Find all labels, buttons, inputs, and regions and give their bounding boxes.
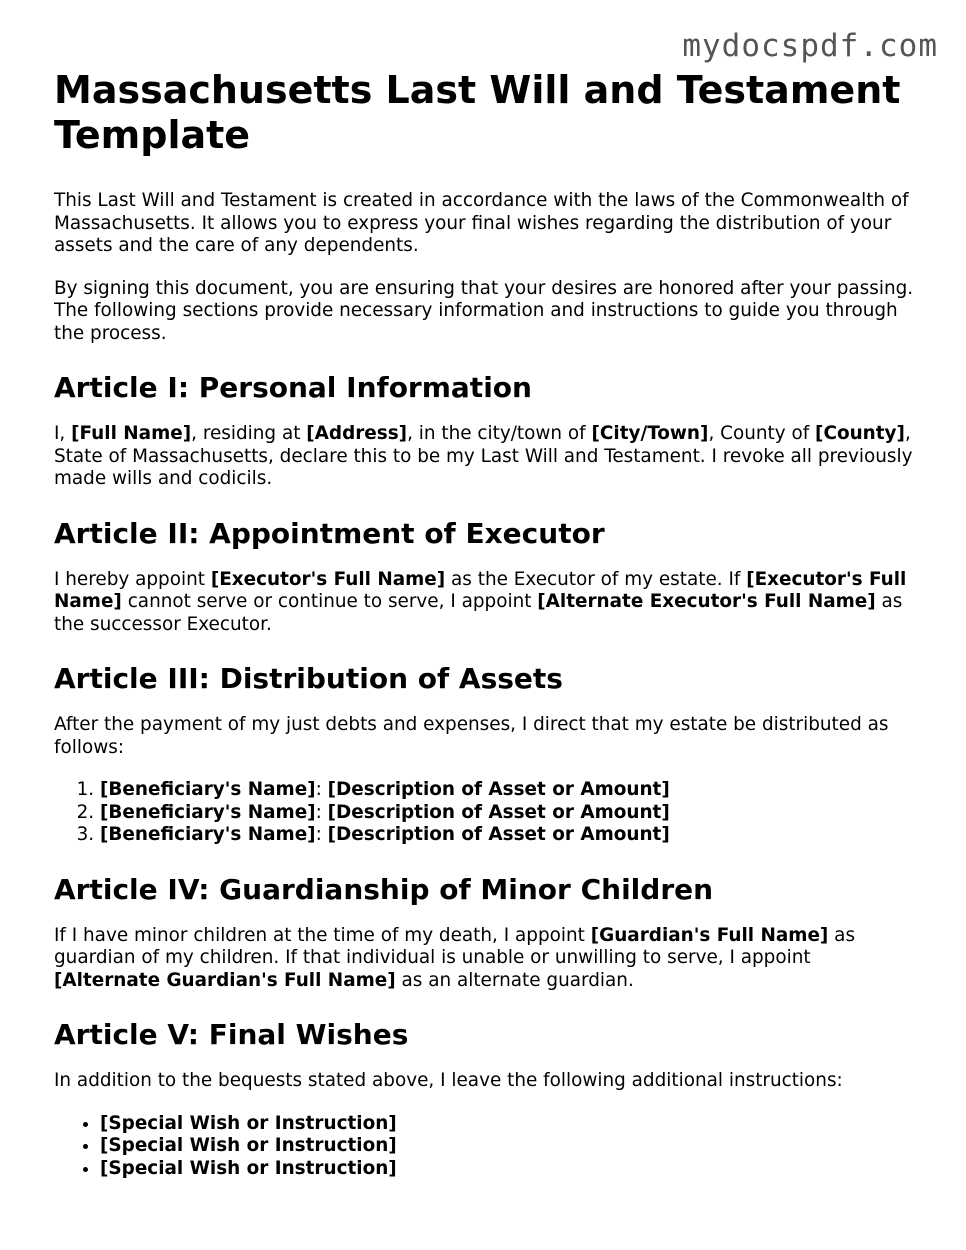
list-item: • [Special Wish or Instruction] xyxy=(100,1113,922,1136)
article-5-text: In addition to the bequests stated above, I leave the following additional instructions: xyxy=(54,1070,843,1091)
intro-paragraph-1: This Last Will and Testament is created in accordance with the laws of the Commonwealth of Massachusetts. It allows you to express your final wishes regarding the distribution of your assets and the care of any dependents. xyxy=(54,190,909,256)
field-city-town: [City/Town] xyxy=(591,423,709,444)
field-executor-name-2: [Executor's Full Name] xyxy=(54,568,907,612)
beneficiary-list xyxy=(54,779,922,847)
field-guardian-name: [Guardian's Full Name] xyxy=(590,924,829,946)
article-2-heading: Article II: Appointment of Executor xyxy=(54,516,605,550)
document-title: Massachusetts Last Will and Testament Template xyxy=(54,68,901,157)
article-1-heading: Article I: Personal Information xyxy=(54,371,532,404)
list-item: • [Special Wish or Instruction] xyxy=(100,1158,922,1181)
list-item: 1. [Beneficiary's Name]: [Description of Asset or Amount] xyxy=(100,779,922,802)
article-5-heading: Article V: Final Wishes xyxy=(54,1018,409,1051)
intro-paragraph-2: By signing this document, you are ensuring that your desires are honored after your passing. The following sections provide necessary information and instructions to guide you through the process. xyxy=(54,277,914,344)
article-3-heading: Article III: Distribution of Assets xyxy=(54,662,563,695)
field-alternate-guardian: [Alternate Guardian's Full Name] xyxy=(54,969,396,991)
article-3-text: After the payment of my just debts and expenses, I direct that my estate be distributed as follows: xyxy=(54,714,889,758)
list-item: 3. [Beneficiary's Name]: [Description of Asset or Amount] xyxy=(100,824,922,847)
field-executor-name: [Executor's Full Name] xyxy=(210,568,446,590)
list-item: 2. [Beneficiary's Name]: [Description of Asset or Amount] xyxy=(100,802,922,825)
watermark: mydocspdf.com xyxy=(682,28,938,64)
document xyxy=(54,68,922,1206)
article-4-text: If I have minor children at the time of my death, I appoint [Guardian's Full Name] as guardian of my children. If that individual is unable or unwilling to serve, I appoint [Alternate Guardian's Full Name] as an alternate guardian. xyxy=(54,924,856,991)
field-county: [County] xyxy=(815,423,905,444)
article-2-text: I hereby appoint [Executor's Full Name] as the Executor of my estate. If [Executor's Full Name] cannot serve or continue to serve, I appoint [Alternate Executor's Full Name] as the successor Executor. xyxy=(54,568,907,635)
field-full-name: [Full Name] xyxy=(71,423,192,444)
field-address: [Address] xyxy=(306,423,408,444)
list-item: • [Special Wish or Instruction] xyxy=(100,1135,922,1158)
final-wishes-list xyxy=(54,1113,922,1181)
article-4-heading: Article IV: Guardianship of Minor Children xyxy=(54,872,714,906)
field-alternate-executor: [Alternate Executor's Full Name] xyxy=(537,591,876,612)
article-1-text: I, [Full Name], residing at [Address], in the city/town of [City/Town], County of [County], State of Massachusetts, declare this to be my Last Will and Testament. I revoke all previously made wills and codicils. xyxy=(54,423,913,489)
